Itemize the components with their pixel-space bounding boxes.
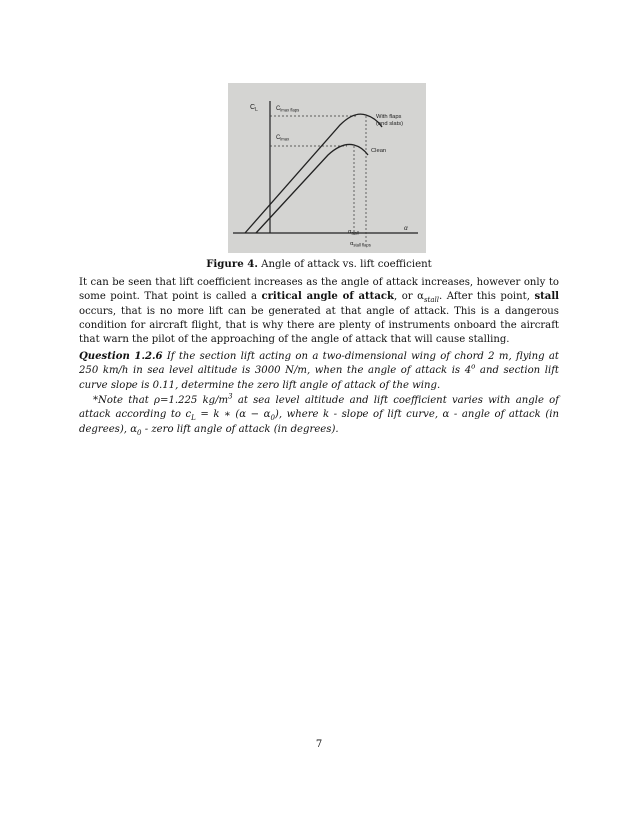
figure-number: Figure 4.	[206, 258, 258, 270]
clean-curve-label: Clean	[371, 148, 387, 154]
flaps-curve	[245, 114, 382, 233]
page-number: 7	[315, 739, 323, 750]
flaps-curve-label-2: (and slats)	[376, 121, 404, 127]
x-axis-label: α	[404, 225, 408, 232]
y-axis-label: $C_L$	[250, 104, 258, 113]
term-stall: stall	[534, 291, 559, 303]
figure-caption-text: Angle of attack vs. lift coefficient	[261, 259, 432, 270]
figure-caption	[0, 258, 638, 270]
clmax-flaps-label: $C_{lmax flaps}$	[276, 106, 300, 113]
lift-curve-figure	[228, 83, 426, 253]
question-label: Question 1.2.6	[79, 351, 163, 362]
flaps-curve-label-1: With flaps	[376, 114, 402, 120]
alpha-stall-label: $\alpha_{stall}$	[348, 229, 359, 236]
alpha-stall-flaps-label: $\alpha_{stall flaps}$	[350, 241, 371, 248]
question-paragraph: Question 1.2.6 If the section lift acting on a two-dimensional wing of chord 2 m, flying at 250 km/h in sea level altitude is 3000 N/m, when the angle of attack is 4$^o$ and section lift curve slope is 0.11, determine the zero lift angle of attack of the wing.	[79, 351, 559, 391]
clmax-label: $C_{lmax}$	[276, 135, 290, 142]
body-paragraph: It can be seen that lift coefficient increases as the angle of attack increases, however only to some point. That point is called a critical angle of attack, or $\alpha_{stall}$. After this point, stall occurs, that is no more lift can be generated at that angle of attack. This is a dangerous condition for aircraft flight, that is why there are plenty of instruments onboard the aircraft that warn the pilot of the approaching of the angle of attack that will cause stalling.	[79, 277, 559, 346]
note-paragraph: *Note that ρ=1.225 $kg/m^3$ at sea level altitude and lift coefficient varies with angle of attack according to $c_L = k$ ∗ $(\alpha - \alpha_0)$, where k - slope of lift curve, α - angle of attack (in degrees), $\alpha_0$ - zero lift angle of attack (in degrees).	[79, 392, 559, 437]
term-critical-angle: critical angle of attack	[261, 291, 395, 303]
lift-curve-diagram	[228, 83, 426, 253]
